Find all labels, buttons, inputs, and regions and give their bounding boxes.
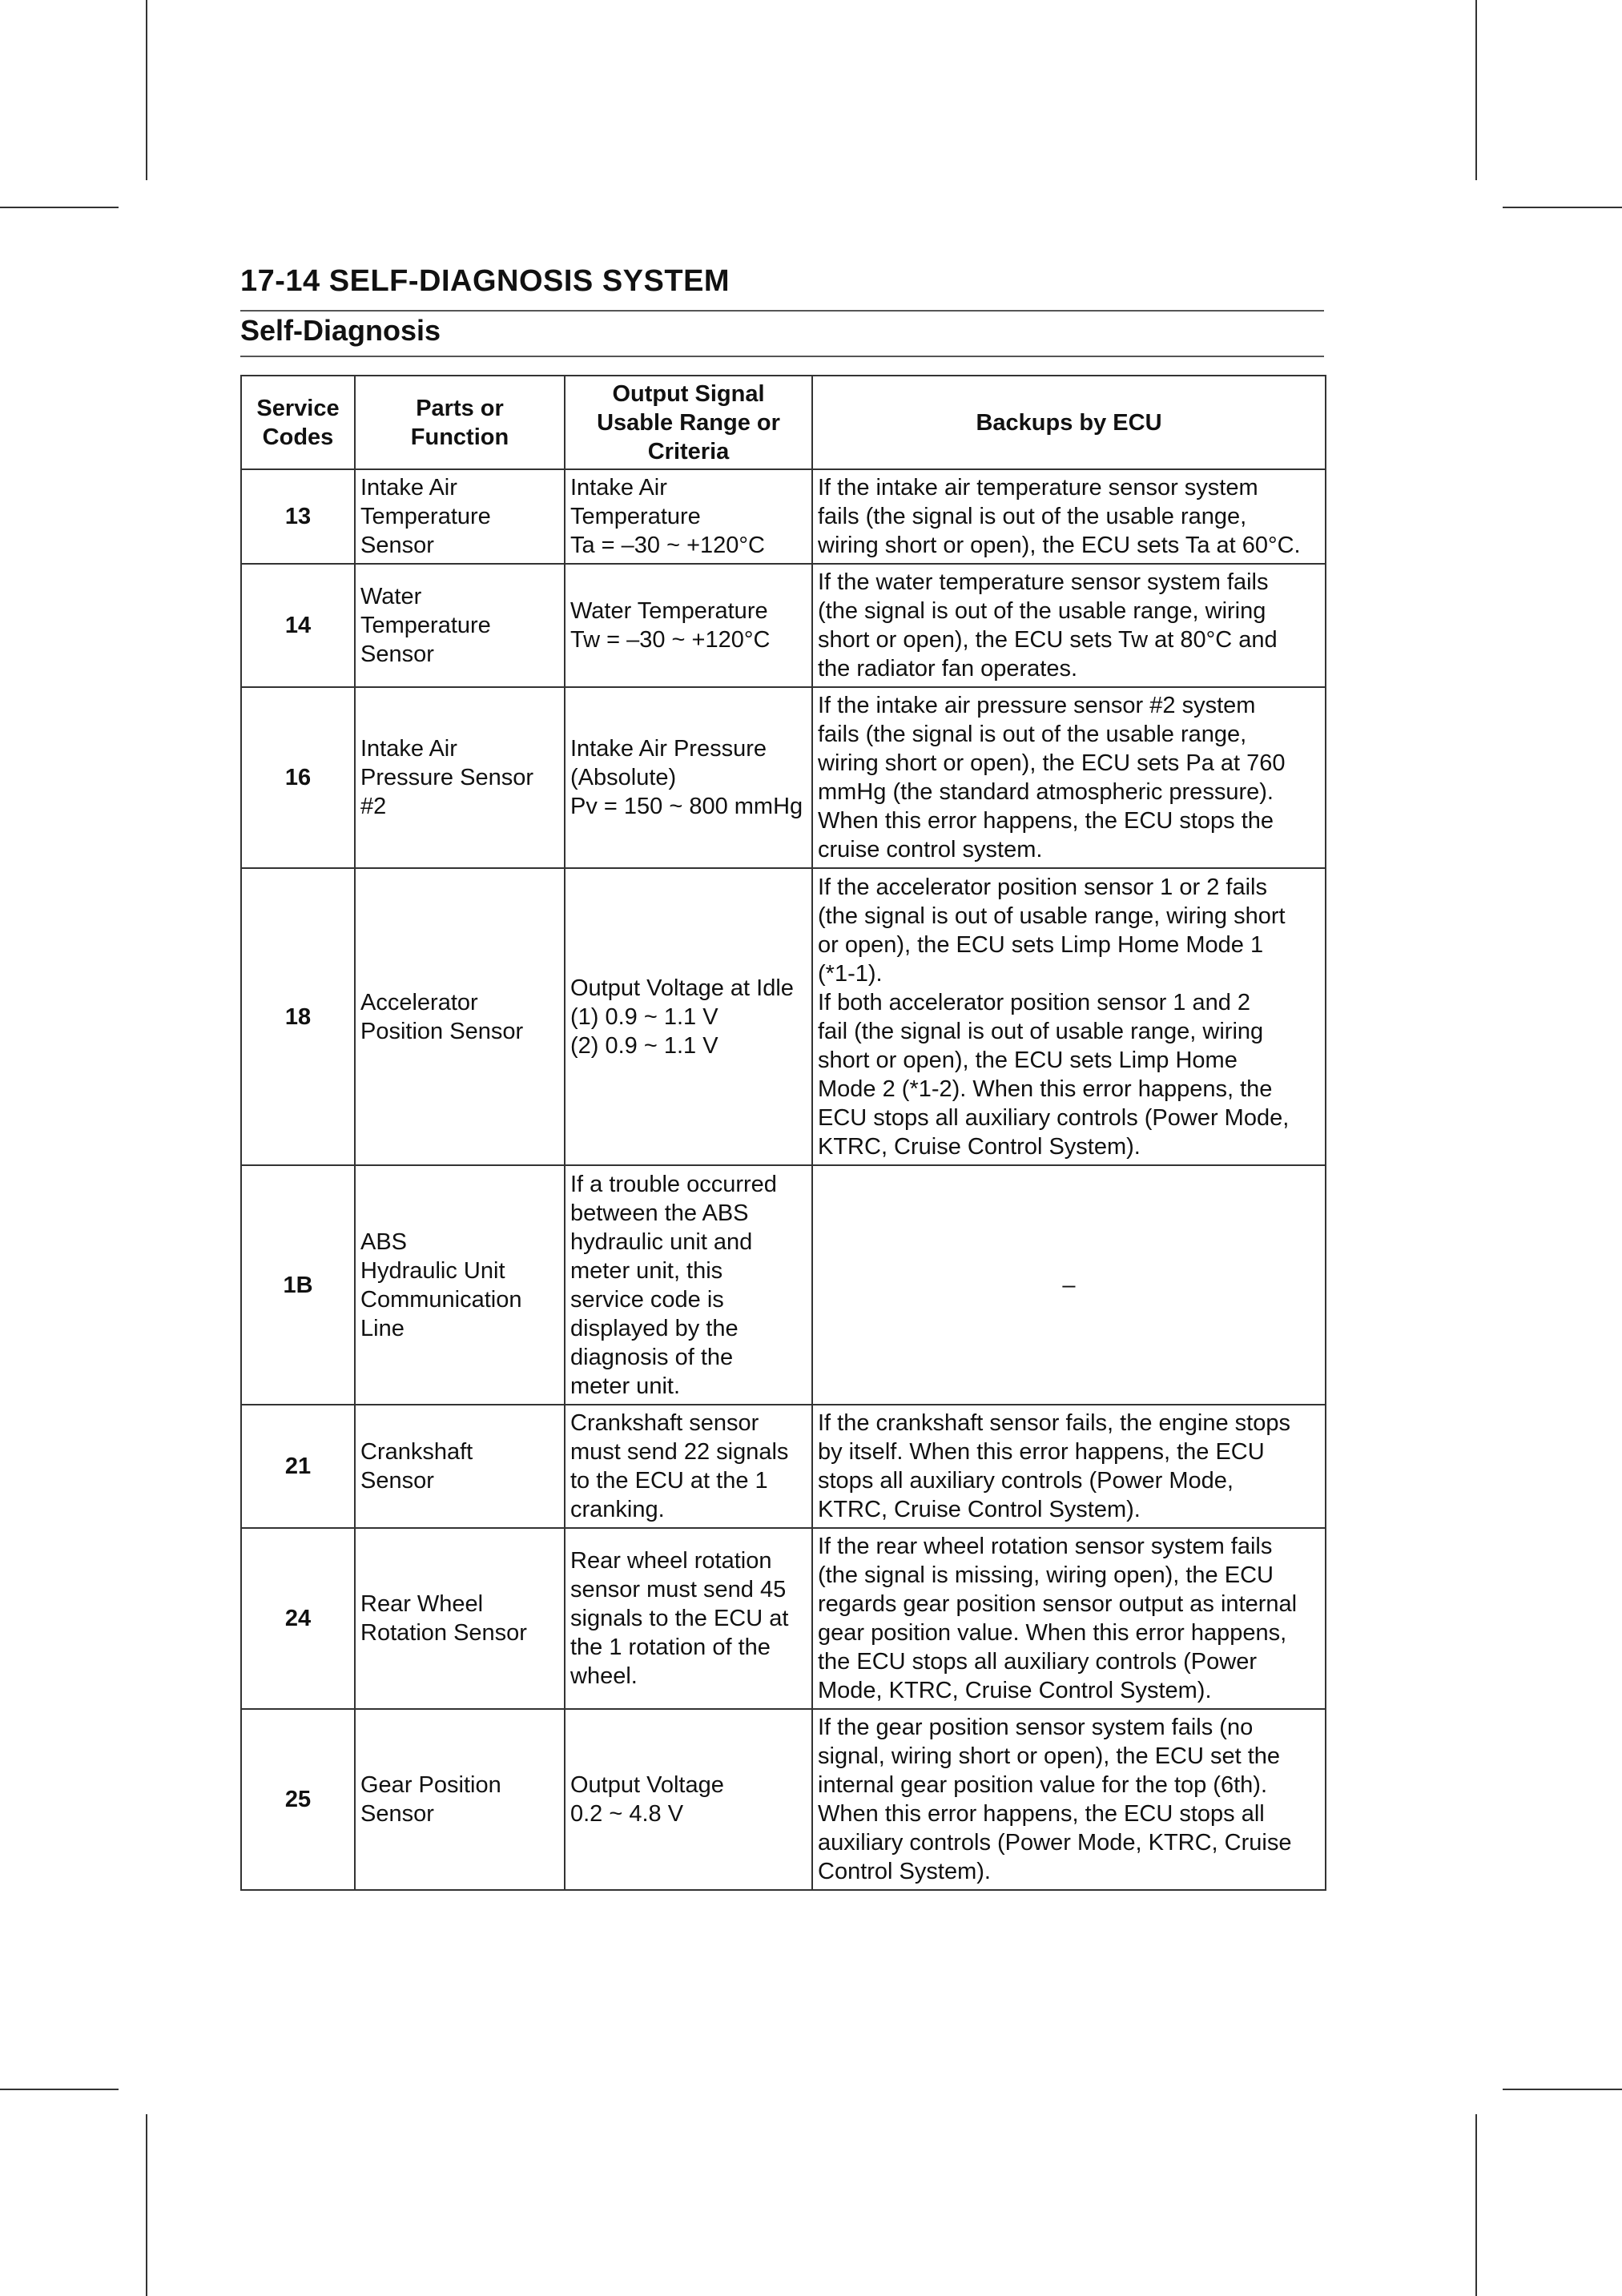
cell-text-line: meter unit, this: [570, 1257, 723, 1284]
part-function: [355, 1405, 565, 1528]
cell-text-line: ECU stops all auxiliary controls (Power Mode,: [818, 1104, 1290, 1131]
cell-text-line: meter unit.: [570, 1373, 680, 1399]
cell-text-line: Rear wheel rotation: [570, 1548, 772, 1574]
part-function: [355, 1165, 565, 1405]
cell-text-line: (2) 0.9 ~ 1.1 V: [570, 1032, 718, 1059]
cell-text-line: KTRC, Cruise Control System).: [818, 1497, 1141, 1522]
cell-text-line: gear position value. When this error happens,: [818, 1620, 1287, 1646]
crop-mark: [1503, 2089, 1622, 2090]
cell-text-line: signal, wiring short or open), the ECU set the: [818, 1743, 1281, 1769]
cell-text-line: service code is: [570, 1286, 724, 1313]
service-code: 1B: [241, 1165, 355, 1405]
cell-text-line: regards gear position sensor output as internal: [818, 1591, 1298, 1617]
cell-text-line: fails (the signal is out of the usable range,: [818, 722, 1247, 747]
cell-text-line: Control System).: [818, 1859, 991, 1884]
backup-by-ecu: [812, 1528, 1326, 1709]
crop-mark: [1475, 0, 1477, 180]
cell-text-line: Pressure Sensor: [360, 765, 533, 790]
cell-text-line: When this error happens, the ECU stops the: [818, 808, 1274, 834]
output-signal: [565, 1528, 812, 1709]
cell-text-line: (1) 0.9 ~ 1.1 V: [570, 1003, 718, 1030]
cell-text-line: the ECU stops all auxiliary controls (Power: [818, 1649, 1257, 1675]
cell-text-line: If both accelerator position sensor 1 and 2: [818, 989, 1251, 1015]
service-code: 14: [241, 564, 355, 687]
cell-text-line: Water: [360, 584, 422, 609]
cell-text-line: (*1-1).: [818, 960, 883, 987]
table-row: [241, 469, 1326, 564]
cell-text-line: KTRC, Cruise Control System).: [818, 1133, 1141, 1160]
service-code: 24: [241, 1528, 355, 1709]
title-rule: [240, 310, 1324, 312]
table-header-row: [241, 376, 1326, 469]
part-function: [355, 564, 565, 687]
cell-text-line: Crankshaft sensor: [570, 1410, 759, 1436]
output-signal: [565, 1165, 812, 1405]
cell-text-line: If the gear position sensor system fails (no: [818, 1715, 1254, 1740]
backup-by-ecu: [812, 868, 1326, 1165]
part-function: [355, 1709, 565, 1890]
cell-text-line: short or open), the ECU sets Limp Home: [818, 1047, 1238, 1073]
section-rule: [240, 356, 1324, 357]
backup-by-ecu: [812, 469, 1326, 564]
cell-text-line: Mode 2 (*1-2). When this error happens, the: [818, 1076, 1273, 1102]
table-row: [241, 1528, 1326, 1709]
cell-text-line: Sensor: [360, 533, 434, 558]
crop-mark: [0, 2089, 119, 2090]
output-signal: [565, 469, 812, 564]
cell-text-line: internal gear position value for the top (6th).: [818, 1772, 1267, 1798]
cell-text-line: auxiliary controls (Power Mode, KTRC, Cruise: [818, 1830, 1292, 1856]
cell-text-line: Temperature: [360, 504, 491, 529]
cell-text-line: If the intake air pressure sensor #2 system: [818, 693, 1256, 718]
cell-text-line: Crankshaft: [360, 1439, 473, 1465]
cell-text-line: If the intake air temperature sensor system: [818, 475, 1258, 501]
cell-text-line: Ta = –30 ~ +120°C: [570, 533, 765, 558]
header-parts-function: [355, 376, 565, 469]
cell-text-line: Gear Position: [360, 1772, 501, 1798]
cell-text-line: the radiator fan operates.: [818, 656, 1078, 682]
cell-text-line: Mode, KTRC, Cruise Control System).: [818, 1678, 1212, 1703]
crop-mark: [146, 0, 147, 180]
cell-text-line: diagnosis of the: [570, 1344, 734, 1370]
cell-text-line: the 1 rotation of the: [570, 1635, 771, 1660]
cell-text-line: Output Voltage at Idle: [570, 975, 794, 1001]
cell-text-line: Position Sensor: [360, 1018, 524, 1044]
cell-text-line: (the signal is out of the usable range, wiring: [818, 598, 1266, 624]
part-function: [355, 1528, 565, 1709]
cell-text-line: Intake Air: [360, 475, 457, 501]
cell-text-line: Accelerator: [360, 989, 478, 1015]
cell-text-line: stops all auxiliary controls (Power Mode,: [818, 1468, 1234, 1494]
cell-text-line: wiring short or open), the ECU sets Pa at 760: [818, 750, 1286, 776]
crop-mark: [0, 207, 119, 208]
cell-text-line: Criteria: [647, 438, 730, 464]
cell-text-line: Communication: [360, 1286, 522, 1313]
cell-text-line: by itself. When this error happens, the ECU: [818, 1439, 1265, 1465]
cell-text-line: Water Temperature: [570, 598, 768, 624]
cell-text-line: Function: [410, 424, 509, 450]
table-row: [241, 1165, 1326, 1405]
output-signal: [565, 1709, 812, 1890]
backup-by-ecu: [812, 1405, 1326, 1528]
table-row: [241, 1709, 1326, 1890]
cell-text-line: or open), the ECU sets Limp Home Mode 1: [818, 931, 1264, 958]
page-title: 17-14 SELF-DIAGNOSIS SYSTEM: [240, 264, 731, 298]
cell-text-line: Hydraulic Unit: [360, 1257, 505, 1284]
cell-text-line: between the ABS: [570, 1200, 749, 1226]
output-signal: [565, 868, 812, 1165]
output-signal: [565, 564, 812, 687]
backup-by-ecu: [812, 687, 1326, 868]
cell-text-line: Output Signal: [612, 380, 765, 407]
cell-text-line: Sensor: [360, 1801, 434, 1827]
cell-text-line: Temperature: [360, 613, 491, 638]
table-row: [241, 687, 1326, 868]
cell-text-line: Codes: [262, 424, 334, 450]
cell-text-line: 0.2 ~ 4.8 V: [570, 1801, 684, 1827]
cell-text-line: hydraulic unit and: [570, 1228, 753, 1255]
cell-text-line: wiring short or open), the ECU sets Ta at 60°C.: [818, 533, 1301, 558]
self-diagnosis-table: [240, 375, 1326, 1891]
service-code: 18: [241, 868, 355, 1165]
output-signal: [565, 687, 812, 868]
table-row: [241, 564, 1326, 687]
cell-text-line: Output Voltage: [570, 1772, 724, 1798]
cell-text-line: Intake Air: [570, 475, 667, 501]
cell-text-line: sensor must send 45: [570, 1577, 787, 1602]
crop-mark: [1475, 2114, 1477, 2296]
cell-text-line: Rear Wheel: [360, 1591, 484, 1617]
service-code: 21: [241, 1405, 355, 1528]
cell-text-line: Rotation Sensor: [360, 1620, 527, 1646]
service-code: 25: [241, 1709, 355, 1890]
cell-text-line: fail (the signal is out of usable range, wiring: [818, 1018, 1264, 1044]
header-service-codes: [241, 376, 355, 469]
cell-text-line: to the ECU at the 1: [570, 1468, 768, 1494]
service-code: 16: [241, 687, 355, 868]
cell-text-line: Pv = 150 ~ 800 mmHg: [570, 794, 803, 819]
cell-text-line: Intake Air Pressure: [570, 736, 767, 762]
cell-text-line: ABS: [360, 1228, 408, 1255]
part-function: [355, 687, 565, 868]
cell-text-line: Usable Range or: [597, 409, 780, 436]
cell-text-line: (Absolute): [570, 765, 677, 790]
header-output-signal: [565, 376, 812, 469]
cell-text-line: wheel.: [570, 1663, 638, 1689]
cell-text-line: #2: [360, 794, 387, 819]
cell-text-line: cruise control system.: [818, 837, 1043, 863]
backup-by-ecu: [812, 1165, 1326, 1405]
crop-mark: [146, 2114, 147, 2296]
cell-text-line: Sensor: [360, 1468, 434, 1494]
cell-text-line: If the water temperature sensor system fails: [818, 569, 1269, 595]
cell-text-line: Intake Air: [360, 736, 457, 762]
cell-text-line: Service: [256, 395, 340, 421]
cell-text-line: If a trouble occurred: [570, 1171, 777, 1197]
cell-text-line: signals to the ECU at: [570, 1606, 789, 1631]
cell-text-line: Backups by ECU: [976, 409, 1162, 436]
table-row: [241, 868, 1326, 1165]
header-backups-by-ecu: [812, 376, 1326, 469]
cell-text-line: (the signal is out of usable range, wiring short: [818, 903, 1286, 929]
cell-text-line: Temperature: [570, 504, 701, 529]
cell-text-line: Parts or: [416, 395, 504, 421]
cell-text-line: displayed by the: [570, 1315, 739, 1341]
backup-by-ecu: [812, 564, 1326, 687]
cell-text-line: fails (the signal is out of the usable range,: [818, 504, 1247, 529]
cell-text-line: If the rear wheel rotation sensor system fails: [818, 1534, 1273, 1559]
cell-text-line: Tw = –30 ~ +120°C: [570, 627, 771, 653]
cell-text-line: If the crankshaft sensor fails, the engine stops: [818, 1410, 1290, 1436]
cell-text-line: Sensor: [360, 641, 434, 667]
part-function: [355, 868, 565, 1165]
cell-text-line: (the signal is missing, wiring open), the ECU: [818, 1562, 1274, 1588]
backup-by-ecu: [812, 1709, 1326, 1890]
cell-text-line: short or open), the ECU sets Tw at 80°C and: [818, 627, 1278, 653]
cell-text-line: mmHg (the standard atmospheric pressure).: [818, 779, 1274, 805]
cell-text-line: Line: [360, 1315, 404, 1341]
output-signal: [565, 1405, 812, 1528]
cell-text-line: must send 22 signals: [570, 1439, 789, 1465]
cell-text-line: When this error happens, the ECU stops all: [818, 1801, 1265, 1827]
part-function: [355, 469, 565, 564]
cell-text-line: –: [1062, 1272, 1076, 1298]
cell-text-line: If the accelerator position sensor 1 or 2 fails: [818, 874, 1267, 900]
table-row: [241, 1405, 1326, 1528]
section-title: Self-Diagnosis: [240, 314, 441, 347]
cell-text-line: cranking.: [570, 1497, 665, 1522]
crop-mark: [1503, 207, 1622, 208]
service-code: 13: [241, 469, 355, 564]
